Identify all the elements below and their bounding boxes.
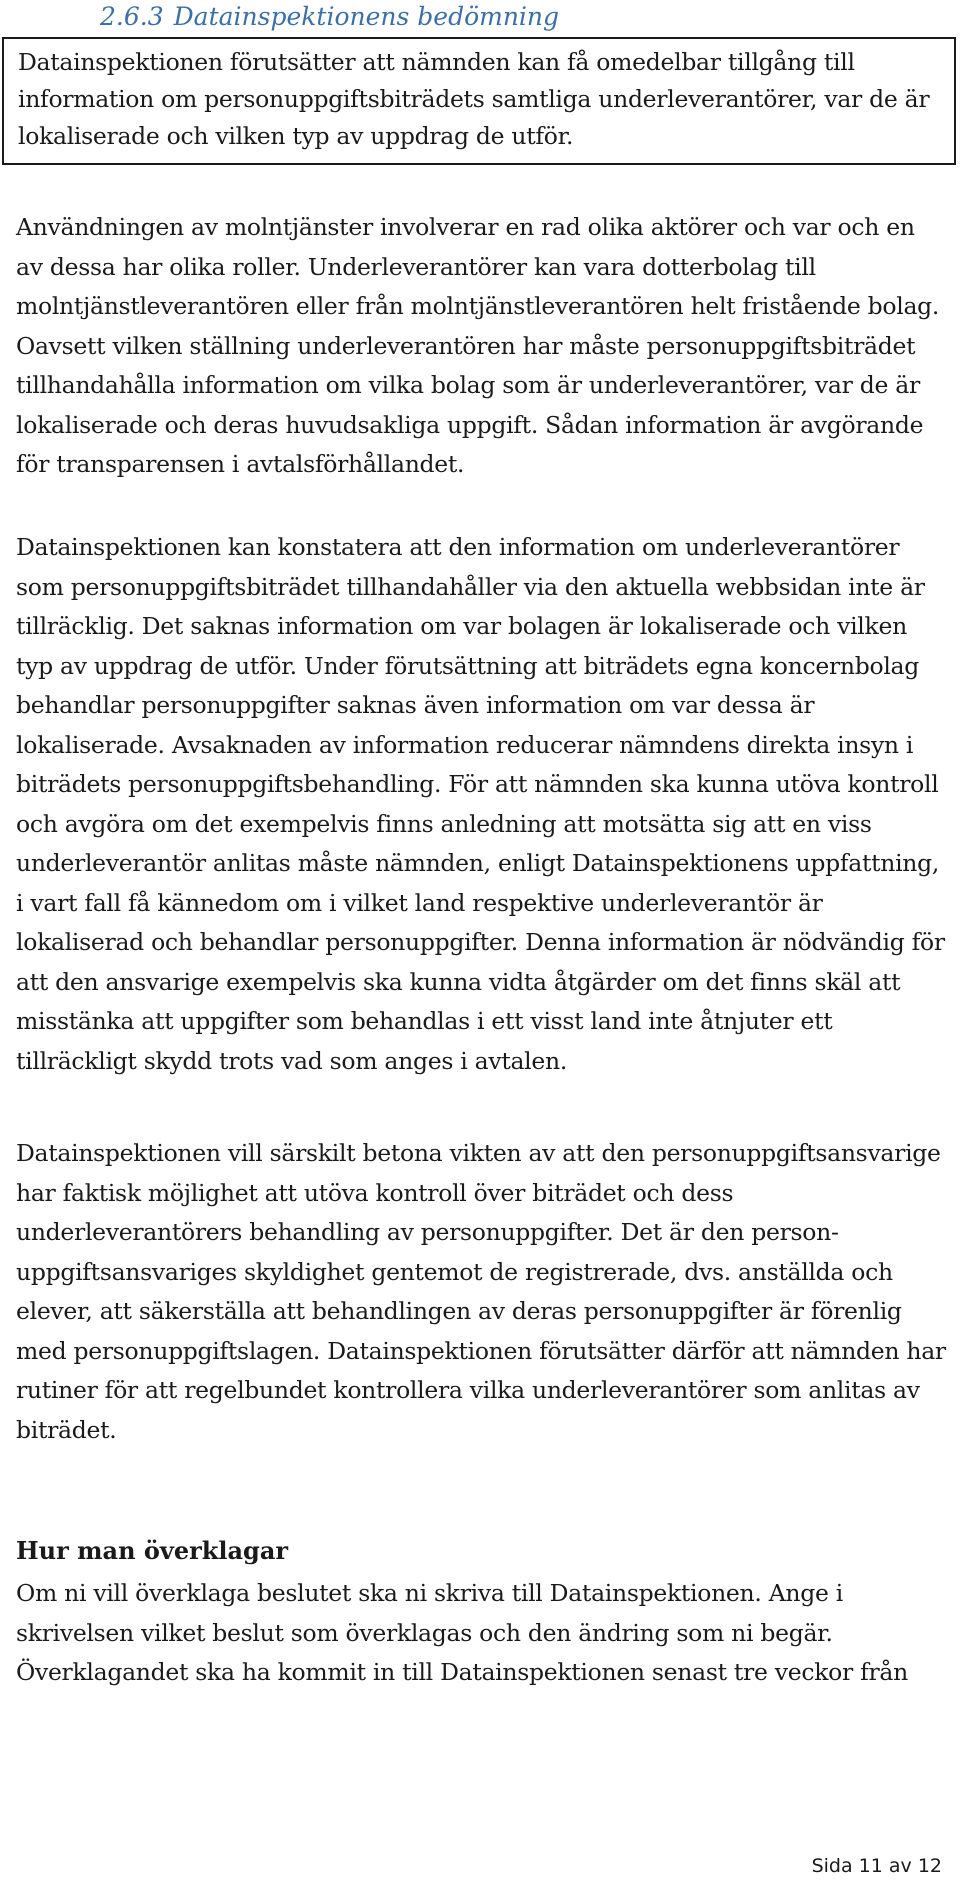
appeal-text: Om ni vill överklaga beslutet ska ni skriva till Datainspektionen. Ange i skrivelsen vilket beslut som överklagas och den ändring som ni begär. Överklagandet ska ha kommit in till Datainspektionen senast tre veckor från <box>16 1579 908 1686</box>
summary-box <box>2 37 956 165</box>
paragraph-cloud-services: Användningen av molntjänster involverar en rad olika aktörer och var och en av dessa har olika roller. Underleverantörer kan vara dotterbolag till molntjänstleverantören eller från molntjänstleverantören helt fristående bolag. Oavsett vilken ställning underleverantören har måste personuppgiftsbiträdet tillhandahålla information om vilka bolag som är underleverantörer, var de är lokaliserade och deras huvudsakliga uppgift. Sådan information är avgörande för transparensen i avtalsförhållandet. <box>16 213 940 478</box>
section-heading <box>100 0 559 34</box>
appeal-heading: Hur man överklagar <box>16 1536 289 1565</box>
section-number: 2.6.3 <box>100 2 164 31</box>
summary-text: Datainspektionen förutsätter att nämnden kan få omedelbar tillgång till information om personuppgiftsbiträdets samtliga underleverantörer, var de är lokaliserade och vilken typ av uppdrag de utför. <box>18 48 930 150</box>
section-title: Datainspektionens bedömning <box>173 2 560 31</box>
paragraph-insufficient-information: Datainspektionen kan konstatera att den information om underleverantörer som personuppgiftsbiträdet tillhandahåller via den aktuella webbsidan inte är tillräcklig. Det saknas information om var bolagen är lokaliserade och vilken typ av uppdrag de utför. Under förutsättning att biträdets egna koncernbolag behandlar personuppgifter saknas även information om var dessa är lokaliserade. Avsaknaden av information reducerar nämndens direkta insyn i biträdets personuppgiftsbehandling. För att nämnden ska kunna utöva kontroll och avgöra om det exempelvis finns anledning att motsätta sig att en viss underleverantör anlitas måste nämnden, enligt Datainspektionens uppfattning, i vart fall få kännedom om i vilket land respektive underleverantör är lokaliserad och behandlar personuppgifter. Denna information är nödvändig för att den ansvarige exempelvis ska kunna vidta åtgärder om det finns skäl att misstänka att uppgifter som behandlas i ett visst land inte åtnjuter ett tillräckligt skydd trots vad som anges i avtalen. <box>16 533 945 1075</box>
paragraph-control-responsibility: Datainspektionen vill särskilt betona vikten av att den personuppgiftsansvarige har faktisk möjlighet att utöva kontroll över biträdet och dess underleverantörers behandling av personuppgifter. Det är den personuppgiftsansvariges skyldighet gentemot de registrerade, dvs. anställda och elever, att säkerställa att behandlingen av deras personuppgifter är förenlig med personuppgiftslagen. Datainspektionen förutsätter därför att nämnden har rutiner för att regelbundet kontrollera vilka underleverantörer som anlitas av biträdet. <box>16 1139 946 1444</box>
page-number: Sida 11 av 12 <box>811 1855 942 1877</box>
